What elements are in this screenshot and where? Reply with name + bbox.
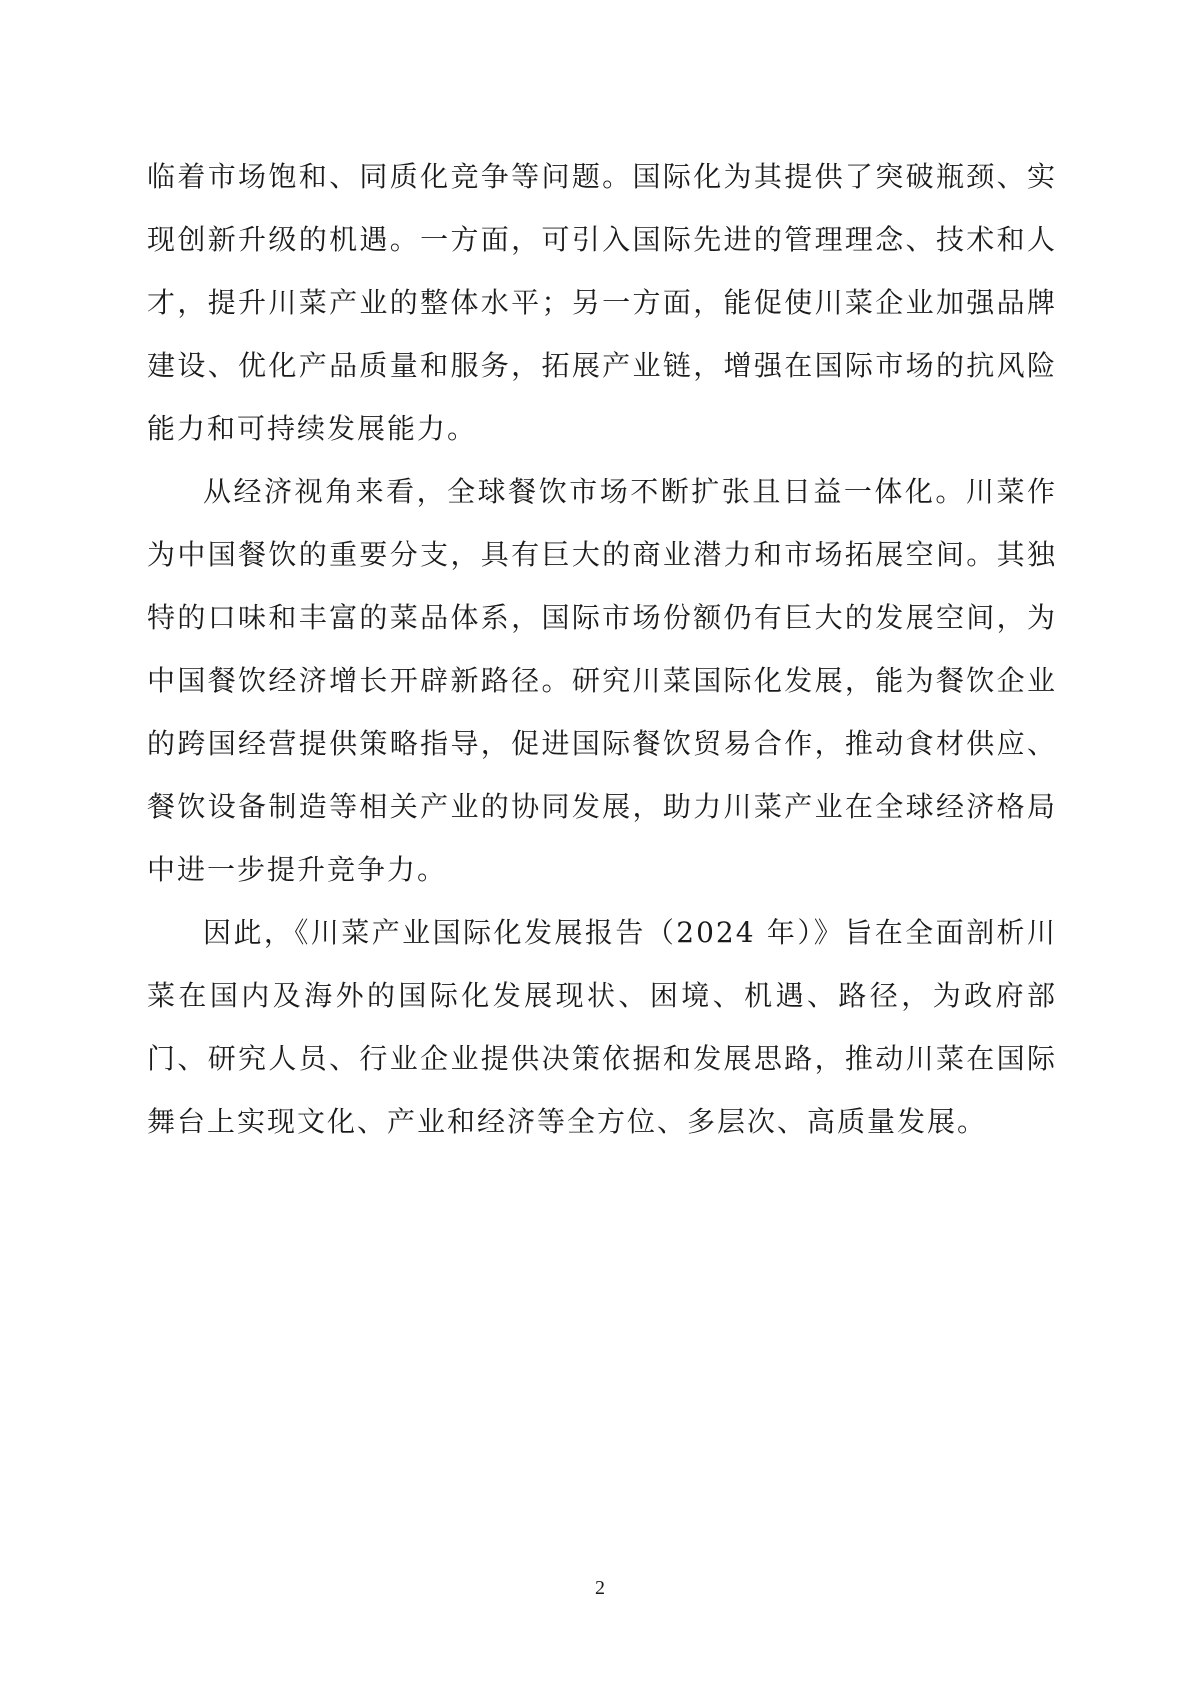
- body-text: [147, 145, 1057, 1153]
- page-number: 2: [595, 1577, 605, 1599]
- paragraph-continuation: 临着市场饱和、同质化竞争等问题。国际化为其提供了突破瓶颈、实现创新升级的机遇。一方面，可引入国际先进的管理理念、技术和人才，提升川菜产业的整体水平；另一方面，能促使川菜企业加强品牌建设、优化产品质量和服务，拓展产业链，增强在国际市场的抗风险能力和可持续发展能力。: [147, 160, 1057, 445]
- paragraph-economic-perspective: 从经济视角来看，全球餐饮市场不断扩张且日益一体化。川菜作为中国餐饮的重要分支，具有巨大的商业潜力和市场拓展空间。其独特的口味和丰富的菜品体系，国际市场份额仍有巨大的发展空间，为中国餐饮经济增长开辟新路径。研究川菜国际化发展，能为餐饮企业的跨国经营提供策略指导，促进国际餐饮贸易合作，推动食材供应、餐饮设备制造等相关产业的协同发展，助力川菜产业在全球经济格局中进一步提升竞争力。: [147, 475, 1057, 886]
- paragraph-conclusion: 因此，《川菜产业国际化发展报告（2024 年）》旨在全面剖析川菜在国内及海外的国际化发展现状、困境、机遇、路径，为政府部门、研究人员、行业企业提供决策依据和发展思路，推动川菜在国际舞台上实现文化、产业和经济等全方位、多层次、高质量发展。: [147, 916, 1057, 1138]
